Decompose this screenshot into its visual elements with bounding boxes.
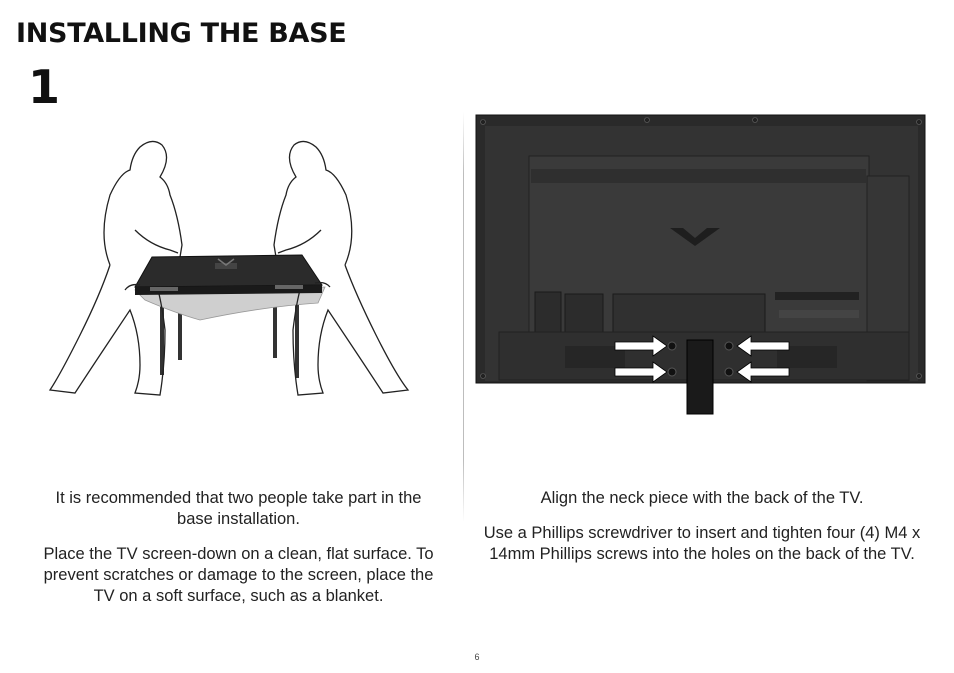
instruction-paragraph: Place the TV screen-down on a clean, flat surface. To prevent scratches or damage to the screen, place the TV on a soft surface, such as a blanket. bbox=[43, 545, 434, 605]
column-divider bbox=[463, 112, 464, 522]
page-title: INSTALLING THE BASE bbox=[16, 18, 347, 49]
two-people-lifting-tv-illustration bbox=[40, 135, 420, 400]
tv-back-with-neck-arrows-illustration bbox=[475, 114, 927, 416]
instruction-paragraph: It is recommended that two people take part in the base installation. bbox=[55, 489, 422, 528]
left-instructions bbox=[36, 488, 441, 621]
page-number: 6 bbox=[474, 652, 480, 662]
right-instructions bbox=[482, 488, 922, 579]
instruction-paragraph: Align the neck piece with the back of the TV. bbox=[540, 489, 864, 507]
instruction-paragraph: Use a Phillips screwdriver to insert and tighten four (4) M4 x 14mm Phillips screws into the holes on the back of the TV. bbox=[483, 524, 921, 563]
step-number: 1 bbox=[28, 60, 61, 114]
